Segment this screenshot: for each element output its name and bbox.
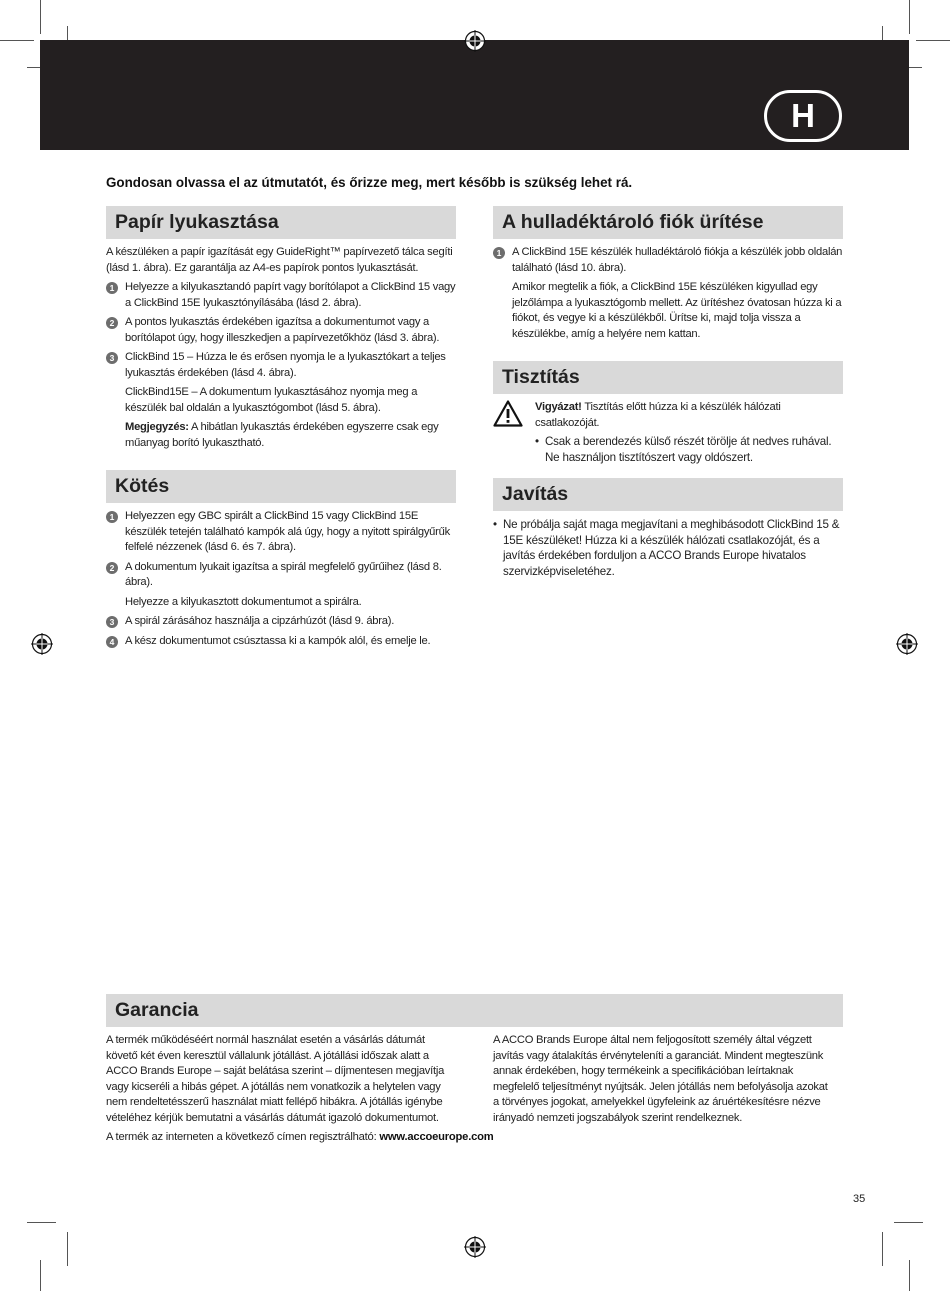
crop-mark bbox=[40, 1260, 41, 1291]
waste-sub-text: Amikor megtelik a fiók, a ClickBind 15E készüléken kigyullad egy jelzőlámpa a lyukasztógomb mellett. Az ürítéshez óvatosan húzza ki a fiókot, és vegye ki a készülékből. Ürítse ki, majd tolja vissza a készülékbe, amíg a helyére nem kattan. bbox=[512, 281, 842, 340]
binding-sub-text: Helyezze a kilyukasztott dokumentumot a spirálra. bbox=[125, 595, 362, 608]
crop-mark bbox=[916, 40, 950, 41]
step-text: ClickBind 15 – Húzza le és erősen nyomja le a lyukasztókart a teljes lyukasztás érdekében (lásd 4. ábra). bbox=[125, 351, 446, 379]
warning-label: Vigyázat! bbox=[535, 401, 582, 413]
punching-15e-text: ClickBind15E – A dokumentum lyukasztásához nyomja meg a készülék bal oldalán a lyukasztógombot (lásd 5. ábra). bbox=[125, 386, 418, 414]
crop-mark bbox=[40, 0, 41, 34]
registration-mark-icon bbox=[31, 633, 53, 655]
cleaning-bullet: • Csak a berendezés külső részét törölje át nedves ruhával. Ne használjon tisztítószert vagy oldószert. bbox=[535, 435, 832, 464]
section-title-punching: Papír lyukasztása bbox=[106, 206, 456, 239]
crop-mark bbox=[882, 1232, 883, 1266]
warning-text bbox=[535, 400, 843, 431]
step-number-badge: 2 bbox=[106, 562, 118, 574]
binding-step bbox=[106, 614, 456, 630]
step-number-badge: 1 bbox=[106, 511, 118, 523]
step-number-badge: 3 bbox=[106, 352, 118, 364]
step-text: A pontos lyukasztás érdekében igazítsa a dokumentumot vagy a borítólapot úgy, hogy illeszkedjen a papírvezetőkhöz (lásd 3. ábra). bbox=[125, 316, 440, 344]
registration-text: A termék az interneten a következő címen regisztrálható: bbox=[106, 1131, 380, 1143]
bullet-text: Ne próbálja saját maga megjavítani a meghibásodott ClickBind 15 & 15E készüléket! Húzza ki a készülék hálózati csatlakozóját, és a javítás érdekében forduljon a ACCO Brands Europe hivatalos szervizképviseletéhez. bbox=[503, 518, 840, 578]
repair-bullet: • Ne próbálja saját maga megjavítani a meghibásodott ClickBind 15 & 15E készüléket! Húzza ki a készülék hálózati csatlakozóját, és a javítás érdekében forduljon a ACCO Brands Europe hivatalos szervizképviseletéhez. bbox=[493, 518, 840, 578]
step-number-badge: 1 bbox=[106, 282, 118, 294]
intro-text: Gondosan olvassa el az útmutatót, és őrizze meg, mert később is szükség lehet rá. bbox=[106, 175, 633, 190]
right-column bbox=[493, 206, 843, 579]
section-title-binding: Kötés bbox=[106, 470, 456, 503]
crop-mark bbox=[27, 1222, 56, 1223]
language-badge: H bbox=[764, 90, 842, 142]
punching-step bbox=[106, 315, 456, 346]
crop-mark bbox=[909, 1260, 910, 1291]
bullet-text: Csak a berendezés külső részét törölje át nedves ruhával. Ne használjon tisztítószert vagy oldószert. bbox=[545, 435, 832, 464]
punching-intro: A készüléken a papír igazítását egy GuideRight™ papírvezető tálca segíti (lásd 1. ábra). Ez garantálja az A4-es papírok pontos lyukasztását. bbox=[106, 246, 453, 274]
step-number-badge: 4 bbox=[106, 636, 118, 648]
warning-body: Tisztítás előtt húzza ki a készülék hálózati csatlakozóját. bbox=[535, 401, 781, 429]
section-title-repair: Javítás bbox=[493, 478, 843, 511]
step-text: Helyezze a kilyukasztandó papírt vagy borítólapot a ClickBind 15 vagy a ClickBind 15E lyukasztónyílásába (lásd 2. ábra). bbox=[125, 281, 456, 309]
step-number-badge: 3 bbox=[106, 616, 118, 628]
step-text: A kész dokumentumot csúsztassa ki a kampók alól, és emelje le. bbox=[125, 634, 431, 647]
section-title-waste: A hulladéktároló fiók ürítése bbox=[493, 206, 843, 239]
step-text: A dokumentum lyukait igazítsa a spirál megfelelő gyűrűihez (lásd 8. ábra). bbox=[125, 560, 442, 588]
registration-url[interactable]: www.accoeurope.com bbox=[379, 1131, 494, 1143]
binding-step bbox=[106, 634, 456, 650]
page-number: 35 bbox=[853, 1193, 866, 1205]
binding-step bbox=[106, 560, 456, 591]
registration-mark-icon bbox=[464, 1236, 486, 1258]
registration-mark-icon bbox=[464, 30, 486, 52]
warranty-right-text: A ACCO Brands Europe által nem feljogosított személy által végzett javítás vagy átalakítás érvényteleníti a garanciát. Mindent megteszünk annak érdekében, hogy termékeink a specifikációban leírtaknak megfelelő teljesítményt nyújtsák. Jelen jótállás nem befolyásolja azokat a törvényes jogokat, amelyekkel ügyfeleink az áruértékesítésre nézve irányadó nemzeti jogszabályok szerint rendelkeznek. bbox=[493, 1034, 828, 1124]
left-column bbox=[106, 206, 456, 653]
step-number-badge: 1 bbox=[493, 247, 505, 259]
section-title-cleaning: Tisztítás bbox=[493, 361, 843, 394]
crop-mark bbox=[894, 1222, 923, 1223]
warranty-section bbox=[106, 994, 843, 1131]
step-text: A ClickBind 15E készülék hulladéktároló fiókja a készülék jobb oldalán található (lásd 10. ábra). bbox=[512, 246, 843, 274]
warranty-registration bbox=[106, 1131, 494, 1143]
punching-step bbox=[106, 350, 456, 381]
registration-mark-icon bbox=[896, 633, 918, 655]
waste-step bbox=[493, 245, 843, 276]
crop-mark bbox=[909, 0, 910, 34]
binding-step bbox=[106, 509, 456, 556]
punching-note bbox=[106, 420, 456, 451]
cleaning-warning bbox=[493, 400, 843, 465]
crop-mark bbox=[0, 40, 34, 41]
step-text: A spirál zárásához használja a cipzárhúzót (lásd 9. ábra). bbox=[125, 615, 395, 627]
warranty-left-text: A termék működéséért normál használat esetén a vásárlás dátumát követő két éven keresztül vállalunk jótállást. A jótállási időszak alatt a ACCO Brands Europe – saját belátása szerint – díjmentesen megjavítja vagy kicseréli a hibás gépet. A jótállás nem vonatkozik a helytelen vagy nem rendeltetésszerű használat miatt fellépő hibákra. A jótállás igénybe vételéhez kérjük bemutatni a vásárlás dátumát igazoló dokumentumot. bbox=[106, 1034, 445, 1124]
step-number-badge: 2 bbox=[106, 317, 118, 329]
note-text: A hibátlan lyukasztás érdekében egyszerre csak egy műanyag borító lyukasztható. bbox=[125, 421, 439, 449]
punching-step bbox=[106, 280, 456, 311]
step-text: Helyezzen egy GBC spirált a ClickBind 15 vagy ClickBind 15E készülék tetején található kampók alá úgy, hogy a nyitott spirálgyűrűk felfelé nézzenek (lásd 6. és 7. ábra). bbox=[125, 510, 450, 553]
section-title-warranty: Garancia bbox=[106, 994, 843, 1027]
note-label: Megjegyzés: bbox=[125, 421, 189, 433]
crop-mark bbox=[67, 1232, 68, 1266]
warning-triangle-icon bbox=[493, 400, 523, 427]
